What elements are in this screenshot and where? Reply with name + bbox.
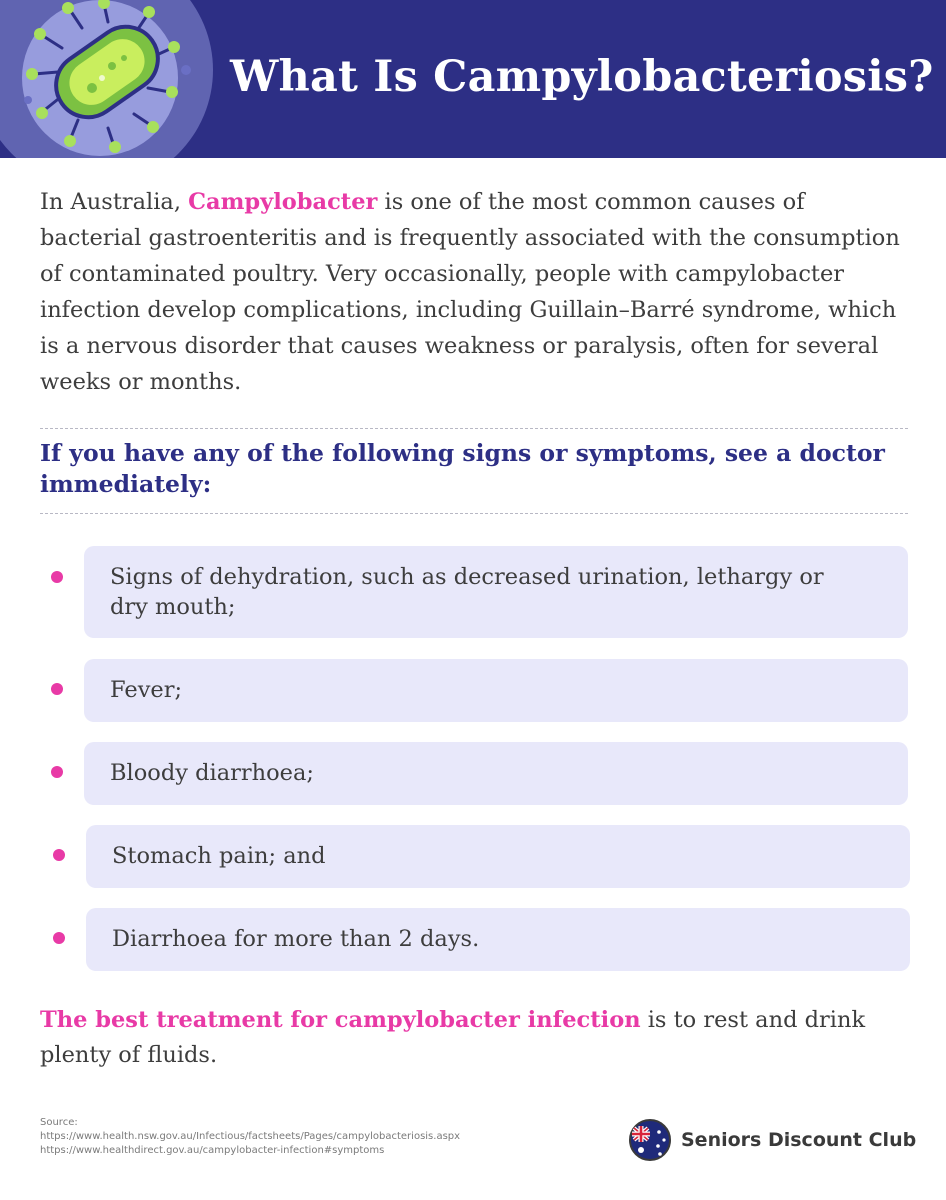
bullet-icon: [51, 683, 63, 695]
intro-text-start: In Australia,: [40, 189, 189, 215]
treatment-highlight: The best treatment for campylobacter infection: [40, 1007, 641, 1033]
intro-text-rest: is one of the most common causes of bacterial gastroenteritis and is frequently associated with the consumption of contaminated poultry. Very occasionally, people with campylobacter infection develop complications, including Guillain–Barré syndrome, which is a nervous disorder that causes weakness or paralysis, often for several weeks or months.: [40, 189, 900, 395]
brand-name: Seniors Discount Club: [681, 1129, 917, 1151]
source-link[interactable]: https://www.healthdirect.gov.au/campylobacter-infection#symptoms: [40, 1145, 385, 1156]
divider-top: [40, 428, 908, 429]
bullet-icon: [53, 849, 65, 861]
symptom-box: Fever;: [84, 659, 908, 722]
brand-logo-block[interactable]: [628, 1118, 916, 1162]
divider-bottom: [40, 513, 908, 514]
intro-paragraph: [40, 184, 910, 400]
treatment-text: is to rest and drink plenty of fluids.: [40, 1007, 866, 1068]
page-title: What Is Campylobacteriosis?: [230, 52, 934, 102]
symptom-box: Bloody diarrhoea;: [84, 742, 908, 805]
bullet-icon: [53, 932, 65, 944]
symptom-box: Signs of dehydration, such as decreased urination, lethargy or dry mouth;: [84, 546, 908, 638]
source-block: [40, 1116, 460, 1158]
treatment-paragraph: [40, 1003, 920, 1073]
bacteria-illustration-icon: [0, 0, 215, 158]
header-banner: [0, 0, 946, 158]
bullet-icon: [51, 766, 63, 778]
campylobacter-highlight: Campylobacter: [188, 189, 378, 215]
symptom-box: Stomach pain; and: [86, 825, 910, 888]
symptom-box: Diarrhoea for more than 2 days.: [86, 908, 910, 971]
symptoms-heading: If you have any of the following signs or symptoms, see a doctor immediately:: [40, 439, 885, 498]
source-link[interactable]: https://www.health.nsw.gov.au/Infectious/factsheets/Pages/campylobacteriosis.aspx: [40, 1131, 461, 1142]
australian-flag-circle-icon: [628, 1118, 672, 1162]
bullet-icon: [51, 571, 63, 583]
source-label: Source:: [40, 1117, 78, 1128]
